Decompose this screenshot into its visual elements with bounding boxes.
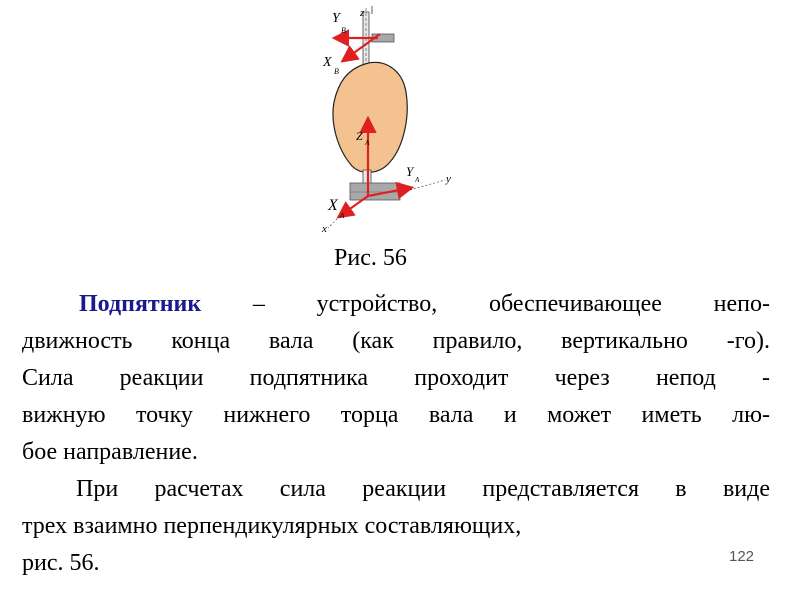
label-x-b-sub: B [334,67,339,76]
page-number: 122 [729,548,755,565]
label-y-b: Y [332,11,340,26]
term-podpyatnik: Подпятник [79,291,202,317]
label-y-a: Y [406,164,414,179]
label-y-a-sub: A [415,176,420,184]
body-blob [333,62,407,172]
shaft-diagram [310,0,470,240]
p2-line-1: При расчетах сила реакции представляется в виде [76,476,770,502]
label-x-axis: x [322,223,327,235]
label-y-axis: y [446,173,451,185]
label-x-a: X [328,197,338,214]
p1-line-2: движность конца вала (как правило, вертикально -го). [22,328,770,354]
p1-line-5: бое направление. [22,439,198,465]
figure-caption: Рис. 56 [334,245,407,271]
p1-line-4: вижную точку нижнего торца вала и может иметь лю- [22,402,770,428]
label-z-a-sub: A [365,139,370,147]
p1-line-3: Сила реакции подпятника проходит через непод - [22,365,770,391]
p2-line-3: рис. 56. [22,550,100,576]
label-z-a: Z [356,129,363,143]
label-x-b: X [323,55,332,70]
p1-line-1-text: – устройство, обеспечивающее непо- [201,291,770,317]
label-z-top: z [360,7,365,19]
label-x-a-sub: A [340,212,345,220]
p2-line-2: трех взаимно перпендикулярных составляющих, [22,513,522,539]
shaft-figure [310,0,470,240]
p1-line-1 [22,290,770,318]
label-y-b-sub: B [341,26,346,35]
